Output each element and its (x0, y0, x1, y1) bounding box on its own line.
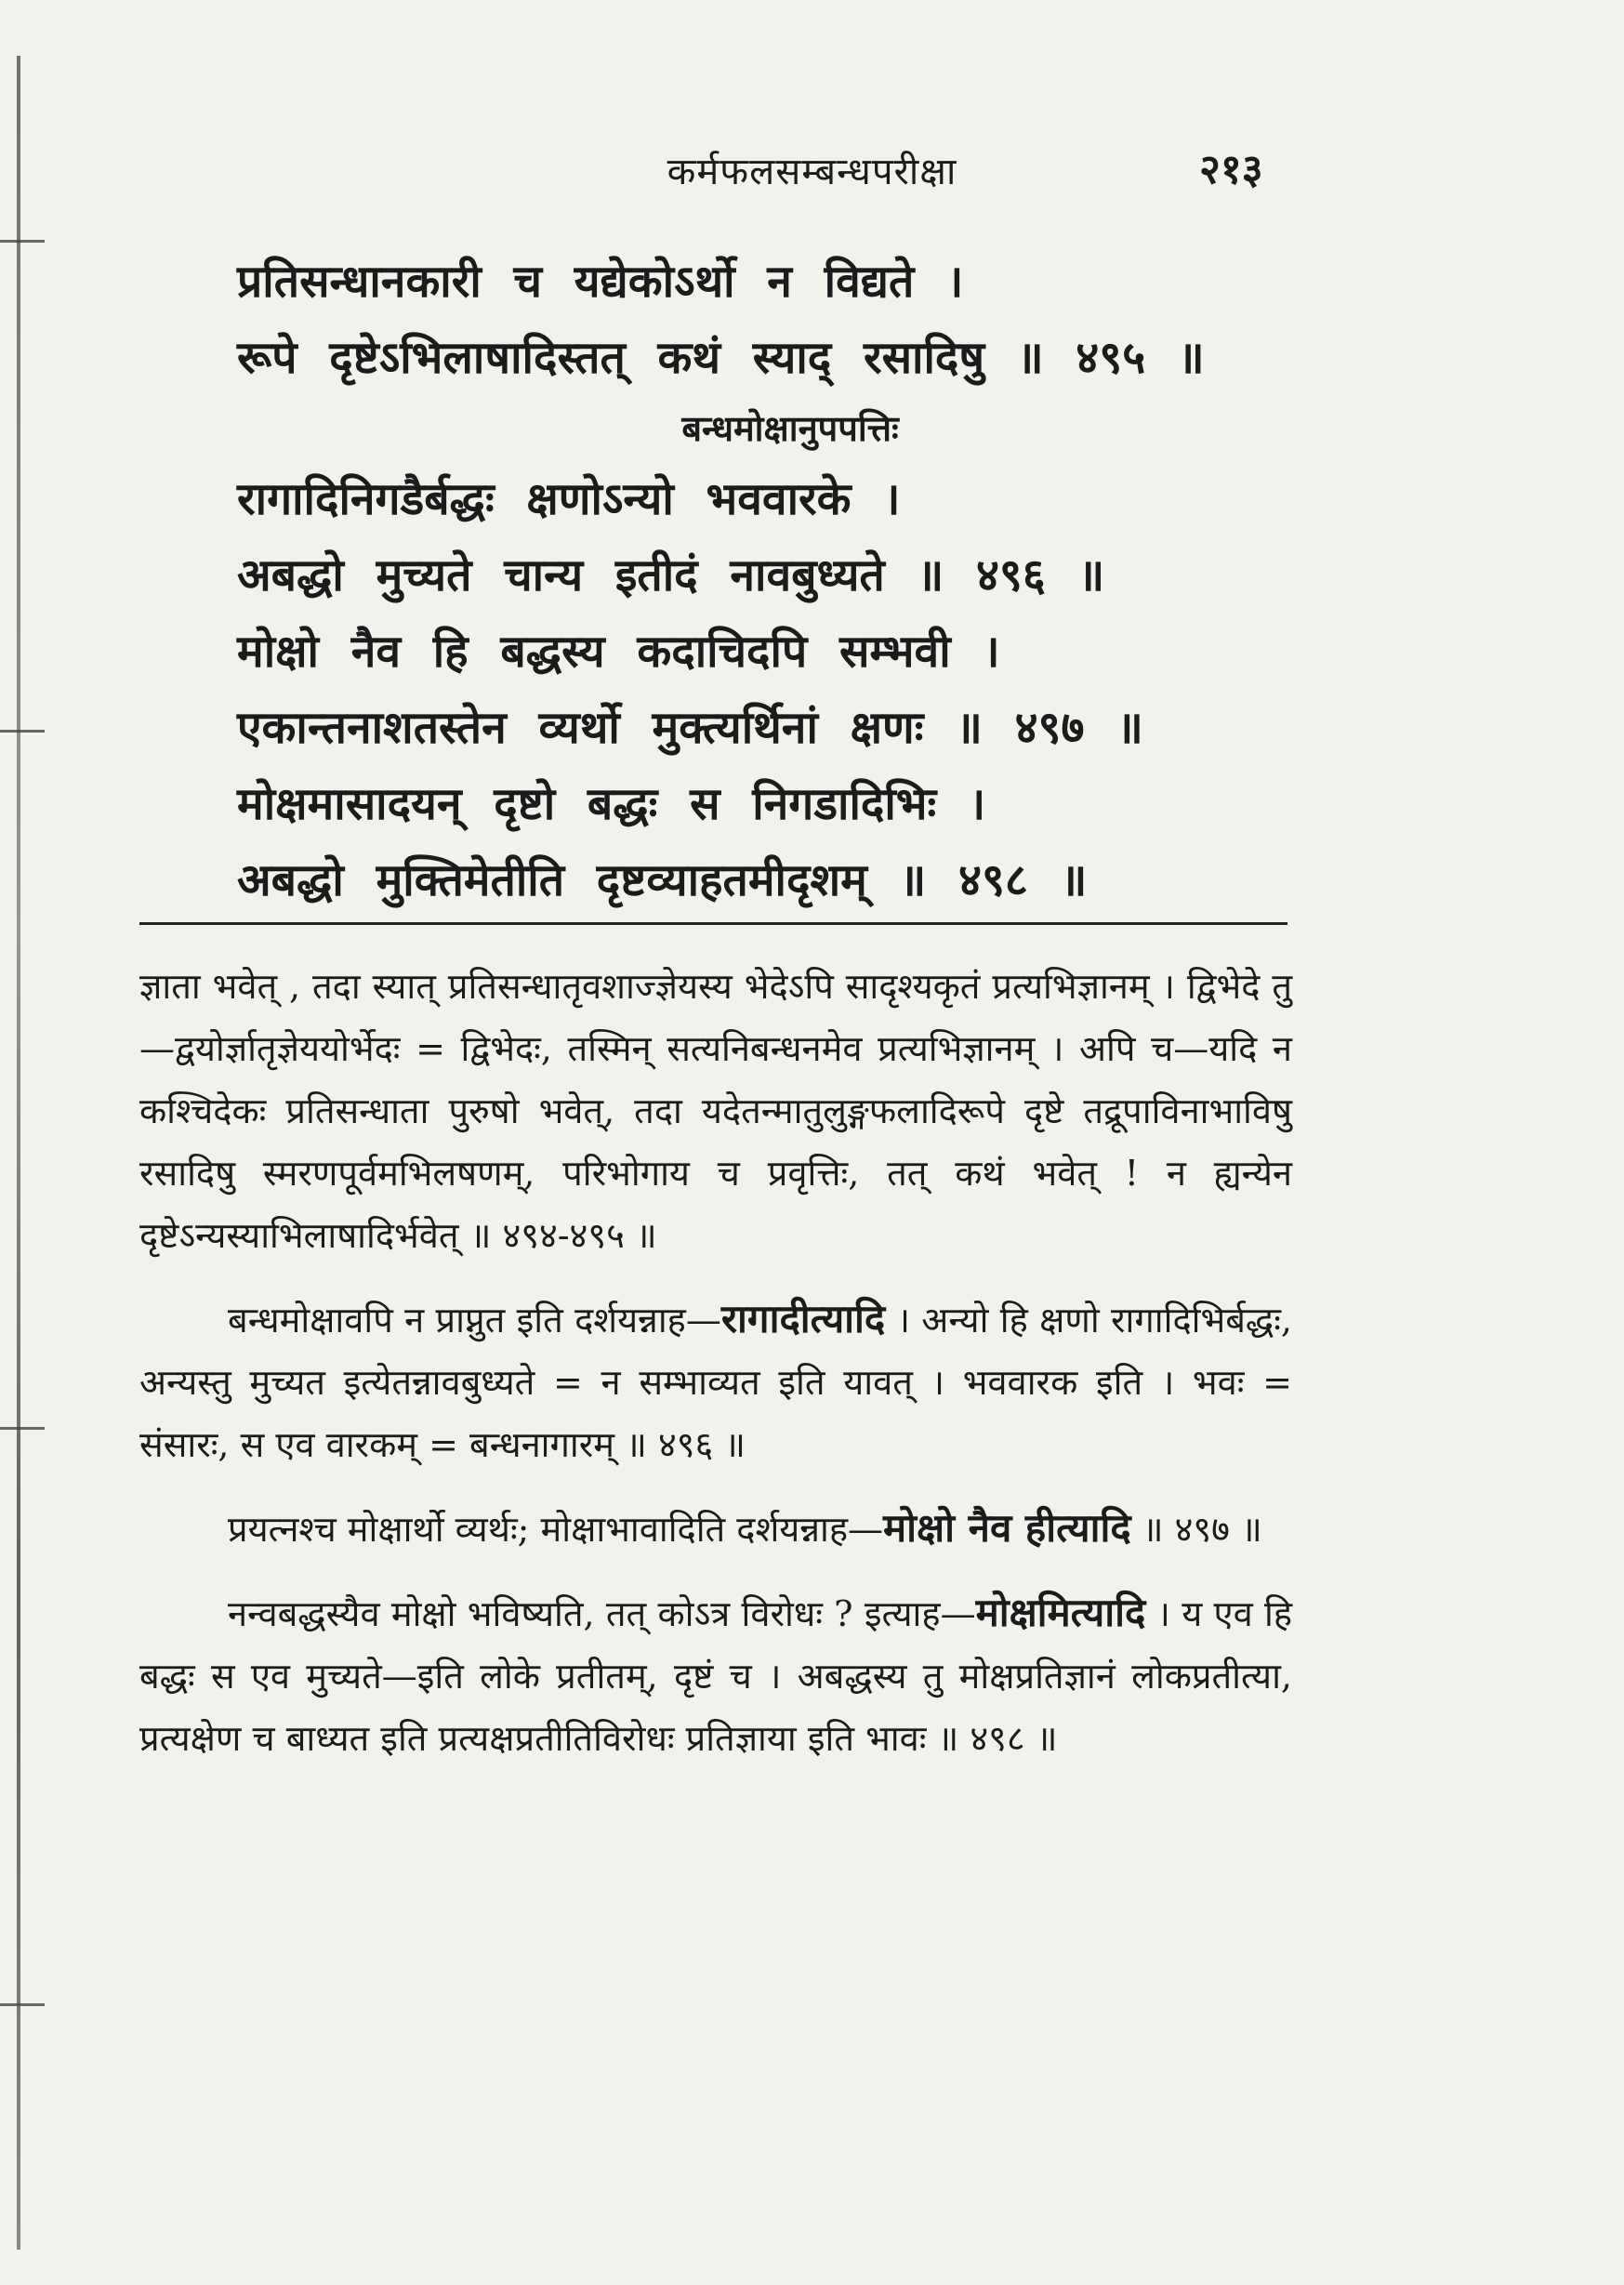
verse-line: प्रतिसन्धानकारी च यद्येकोऽर्थो न विद्यते । (237, 256, 964, 308)
verse-block (237, 244, 1306, 918)
cited-phrase: रागादीत्यादि (720, 1296, 886, 1341)
binding-mark (0, 730, 45, 733)
page-number: २१३ (1199, 146, 1263, 193)
commentary-text: ॥ ४९७ ॥ (1130, 1509, 1262, 1550)
binding-mark (0, 2003, 45, 2006)
verse-line: रूपे दृष्टेऽभिलाषादिस्तत् कथं स्याद् रसादिषु ॥ ४९५ ॥ (237, 332, 1205, 384)
commentary-text: प्रयत्नश्च मोक्षार्थो व्यर्थः; मोक्षाभावादिति दर्शयन्नाह— (228, 1509, 884, 1550)
commentary-paragraph (139, 1497, 1292, 1561)
commentary-text: । य एव हि बद्धः स एव मुच्यते—इति लोके प्रतीतम्, दृष्टं च । अबद्धस्य तु मोक्षप्रतिज्ञानं लोकप्रतीत्या, प्रत्यक्षेण च बाध्यत इति प्रत्यक्षप्रतीतिविरोधः प्रतिज्ञाया इति भावः ॥ ४९८ ॥ (139, 1593, 1292, 1759)
commentary-text: नन्वबद्धस्यैव मोक्षो भविष्यति, तत् कोऽत्र विरोधः ? इत्याह— (228, 1593, 976, 1634)
commentary (139, 956, 1292, 1790)
section-heading: बन्धमोक्षानुपपत्तिः (681, 407, 899, 449)
commentary-paragraph (139, 1288, 1292, 1476)
binding-mark (0, 240, 45, 243)
binding-mark (0, 1427, 45, 1430)
running-title: कर्मफलसम्बन्धपरीक्षा (667, 151, 957, 193)
commentary-text: बन्धमोक्षावपि न प्राप्नुत इति दर्शयन्नाह— (228, 1300, 721, 1341)
cited-phrase: मोक्षमित्यादि (975, 1590, 1146, 1635)
cited-phrase: मोक्षो नैव हीत्यादि (883, 1505, 1131, 1551)
verse-line: एकान्तनाशतस्तेन व्यर्थो मुक्त्यर्थिनां क्षणः ॥ ४९७ ॥ (237, 702, 1143, 754)
commentary-paragraph: ज्ञाता भवेत् , तदा स्यात् प्रतिसन्धातृवशाज्ज्ञेयस्य भेदेऽपि सादृश्यकृतं प्रत्यभिज्ञानम् । द्विभेदे तु—द्वयोर्ज्ञातृज्ञेययोर्भेदः = द्विभेदः, तस्मिन् सत्यनिबन्धनमेव प्रत्यभिज्ञानम् । अपि च—यदि न कश्चिदेकः प्रतिसन्धाता पुरुषो भवेत्, तदा यदेतन्मातुलुङ्गफलादिरूपे दृष्टे तद्रूपाविनाभाविषु रसादिषु स्मरणपूर्वमभिलषणम्, परिभोगाय च प्रवृत्तिः, तत् कथं भवेत् ! न ह्यन्येन दृष्टेऽन्यस्याभिलाषादिर्भवेत् ॥ ४९४-४९५ ॥ (139, 966, 1292, 1256)
commentary-text: । अन्यो हि क्षणो रागादिभिर्बद्धः, अन्यस्तु मुच्यत इत्येतन्नावबुध्यते = न सम्भाव्यत इति यावत् । भववारक इति । भवः = संसारः, स एव वारकम् = बन्धनागारम् ॥ ४९६ ॥ (139, 1300, 1293, 1465)
verse-line: अबद्धो मुक्तिमेतीति दृष्टव्याहतमीदृशम् ॥ ४९८ ॥ (237, 854, 1088, 906)
verse-line: मोक्षमासादयन् दृष्टो बद्धः स निगडादिभिः । (237, 778, 986, 830)
divider-rule (139, 922, 1287, 925)
verse-line: मोक्षो नैव हि बद्धस्य कदाचिदपि सम्भवी । (237, 626, 1000, 678)
commentary-paragraph (139, 1581, 1292, 1770)
verse-line: अबद्धो मुच्यते चान्य इतीदं नावबुध्यते ॥ ४९६ ॥ (237, 549, 1105, 601)
binding-edge (17, 56, 20, 2250)
verse-line: रागादिनिगडैर्बद्धः क्षणोऽन्यो भववारके । (237, 473, 901, 525)
